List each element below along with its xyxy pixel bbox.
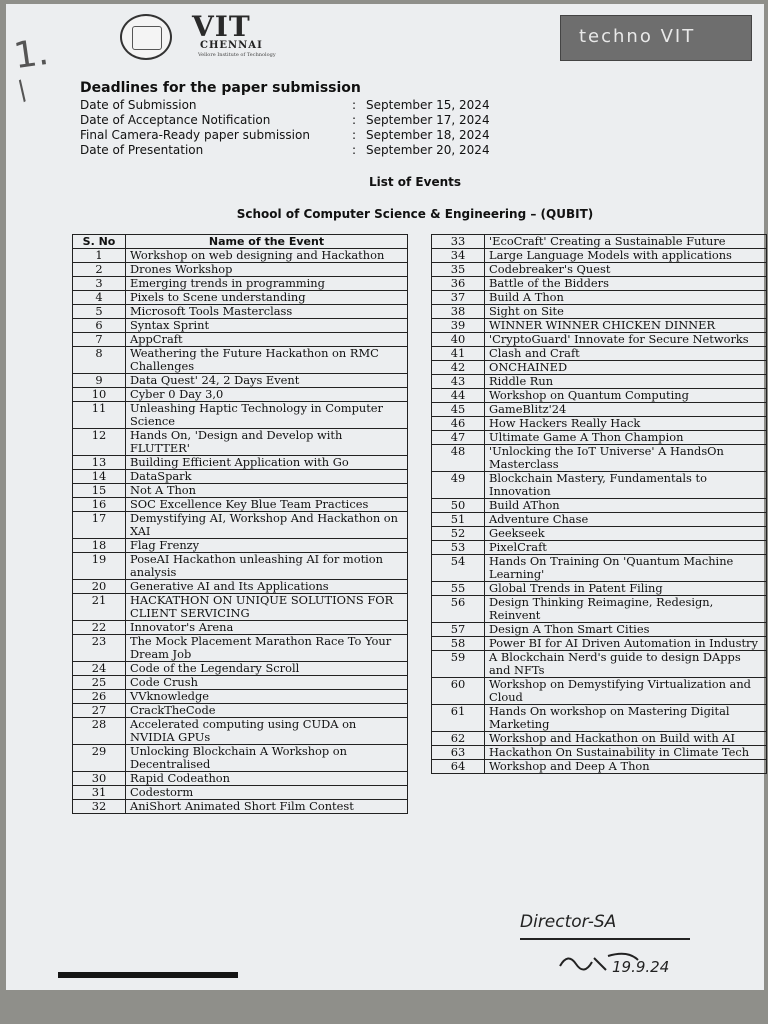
deadlines-title: Deadlines for the paper submission: [80, 80, 361, 96]
table-row: [73, 718, 408, 745]
event-number: 60: [432, 678, 485, 705]
table-row: [432, 705, 767, 732]
event-name: Workshop and Deep A Thon: [485, 760, 767, 774]
events-table-right: [431, 234, 767, 774]
event-name: PixelCraft: [485, 541, 767, 555]
event-name: Workshop and Hackathon on Build with AI: [485, 732, 767, 746]
event-name: Build AThon: [485, 499, 767, 513]
table-row: [73, 786, 408, 800]
table-row: [432, 403, 767, 417]
event-name: Innovator's Arena: [126, 621, 408, 635]
event-number: 54: [432, 555, 485, 582]
table-header-row: [73, 235, 408, 249]
table-row: [73, 553, 408, 580]
table-row: [432, 263, 767, 277]
event-number: 38: [432, 305, 485, 319]
table-row: [432, 541, 767, 555]
event-name: Drones Workshop: [126, 263, 408, 277]
event-name: Codestorm: [126, 786, 408, 800]
handwritten-tick: /: [11, 75, 34, 107]
event-name: Unlocking Blockchain A Workshop on Decentralised: [126, 745, 408, 772]
event-name: Hackathon On Sustainability in Climate Tech: [485, 746, 767, 760]
event-number: 13: [73, 456, 126, 470]
table-row: [73, 347, 408, 374]
event-number: 35: [432, 263, 485, 277]
signature-underline: [520, 938, 690, 940]
table-row: [432, 319, 767, 333]
table-row: [73, 429, 408, 456]
event-name: VVknowledge: [126, 690, 408, 704]
table-row: [432, 277, 767, 291]
table-row: [432, 582, 767, 596]
event-number: 12: [73, 429, 126, 456]
table-row: [432, 513, 767, 527]
event-number: 57: [432, 623, 485, 637]
event-name: Unleashing Haptic Technology in Computer Science: [126, 402, 408, 429]
page-edge-shadow: [58, 972, 238, 978]
table-row: [73, 704, 408, 718]
table-row: [73, 772, 408, 786]
event-number: 20: [73, 580, 126, 594]
event-number: 17: [73, 512, 126, 539]
event-name: Blockchain Mastery, Fundamentals to Innovation: [485, 472, 767, 499]
event-name: Rapid Codeathon: [126, 772, 408, 786]
event-name: Microsoft Tools Masterclass: [126, 305, 408, 319]
table-row: [432, 333, 767, 347]
table-row: [432, 596, 767, 623]
logo-city: CHENNAI: [200, 40, 263, 51]
event-number: 9: [73, 374, 126, 388]
event-name: Hands On workshop on Mastering Digital Marketing: [485, 705, 767, 732]
table-row: [432, 746, 767, 760]
table-row: [73, 291, 408, 305]
table-row: [73, 539, 408, 553]
event-number: 47: [432, 431, 485, 445]
event-name-header: Name of the Event: [126, 235, 408, 249]
table-row: [73, 662, 408, 676]
event-name: Pixels to Scene understanding: [126, 291, 408, 305]
table-row: [73, 512, 408, 539]
table-row: [73, 635, 408, 662]
event-number: 37: [432, 291, 485, 305]
event-name: Data Quest' 24, 2 Days Event: [126, 374, 408, 388]
deadline-row: Date of Submission : September 15, 2024: [80, 98, 490, 112]
table-row: [73, 580, 408, 594]
event-name: 'CryptoGuard' Innovate for Secure Networks: [485, 333, 767, 347]
table-row: [432, 678, 767, 705]
event-name: Code of the Legendary Scroll: [126, 662, 408, 676]
event-number: 64: [432, 760, 485, 774]
table-row: [73, 249, 408, 263]
event-number: 24: [73, 662, 126, 676]
table-row: [73, 333, 408, 347]
event-number: 30: [73, 772, 126, 786]
table-row: [73, 388, 408, 402]
event-number: 28: [73, 718, 126, 745]
event-number: 58: [432, 637, 485, 651]
table-row: [73, 470, 408, 484]
event-name: Building Efficient Application with Go: [126, 456, 408, 470]
table-row: [432, 472, 767, 499]
event-name: Flag Frenzy: [126, 539, 408, 553]
event-number: 39: [432, 319, 485, 333]
table-row: [432, 651, 767, 678]
event-name: Large Language Models with applications: [485, 249, 767, 263]
event-name: Battle of the Bidders: [485, 277, 767, 291]
table-row: [73, 374, 408, 388]
event-name: Workshop on Quantum Computing: [485, 389, 767, 403]
event-name: CrackTheCode: [126, 704, 408, 718]
table-row: [432, 637, 767, 651]
event-name: Clash and Craft: [485, 347, 767, 361]
table-row: [73, 402, 408, 429]
event-name: A Blockchain Nerd's guide to design DApps and NFTs: [485, 651, 767, 678]
event-name: Not A Thon: [126, 484, 408, 498]
table-row: [73, 676, 408, 690]
event-number: 21: [73, 594, 126, 621]
event-name: DataSpark: [126, 470, 408, 484]
event-number: 51: [432, 513, 485, 527]
events-right-body: [432, 235, 767, 774]
event-name: Hands On, 'Design and Develop with FLUTTER': [126, 429, 408, 456]
event-number: 32: [73, 800, 126, 814]
event-name: Sight on Site: [485, 305, 767, 319]
event-number: 27: [73, 704, 126, 718]
event-name: Design A Thon Smart Cities: [485, 623, 767, 637]
table-row: [432, 347, 767, 361]
event-number: 8: [73, 347, 126, 374]
table-row: [432, 431, 767, 445]
table-row: [73, 621, 408, 635]
table-row: [73, 800, 408, 814]
event-name: AppCraft: [126, 333, 408, 347]
event-number: 23: [73, 635, 126, 662]
event-number: 62: [432, 732, 485, 746]
event-number: 36: [432, 277, 485, 291]
event-number: 56: [432, 596, 485, 623]
event-number: 55: [432, 582, 485, 596]
event-name: Generative AI and Its Applications: [126, 580, 408, 594]
logo-subtitle: Vellore Institute of Technology: [198, 52, 276, 58]
event-number: 40: [432, 333, 485, 347]
table-row: [73, 745, 408, 772]
table-row: [73, 319, 408, 333]
event-number: 22: [73, 621, 126, 635]
table-row: [432, 249, 767, 263]
deadlines-list: [80, 98, 490, 158]
event-number: 15: [73, 484, 126, 498]
event-number: 4: [73, 291, 126, 305]
event-number: 43: [432, 375, 485, 389]
signature-date: 19.9.24: [612, 958, 670, 976]
event-name: Hands On Training On 'Quantum Machine Learning': [485, 555, 767, 582]
event-number: 31: [73, 786, 126, 800]
table-row: [73, 690, 408, 704]
event-name: Geekseek: [485, 527, 767, 541]
handwritten-mark: 1.: [11, 31, 52, 78]
event-name: Global Trends in Patent Filing: [485, 582, 767, 596]
table-row: [432, 389, 767, 403]
deadline-row: Date of Acceptance Notification : September 17, 2024: [80, 113, 490, 127]
event-number: 42: [432, 361, 485, 375]
table-row: [432, 732, 767, 746]
event-number: 2: [73, 263, 126, 277]
event-number: 18: [73, 539, 126, 553]
event-number: 19: [73, 553, 126, 580]
table-row: [432, 417, 767, 431]
table-row: [73, 594, 408, 621]
event-number: 33: [432, 235, 485, 249]
event-name: HACKATHON ON UNIQUE SOLUTIONS FOR CLIENT SERVICING: [126, 594, 408, 621]
table-row: [432, 555, 767, 582]
event-name: PoseAI Hackathon unleashing AI for motion analysis: [126, 553, 408, 580]
table-row: [432, 445, 767, 472]
event-name: Codebreaker's Quest: [485, 263, 767, 277]
event-name: SOC Excellence Key Blue Team Practices: [126, 498, 408, 512]
event-number: 5: [73, 305, 126, 319]
event-name: GameBlitz'24: [485, 403, 767, 417]
table-row: [432, 527, 767, 541]
table-row: [432, 361, 767, 375]
event-name: Accelerated computing using CUDA on NVIDIA GPUs: [126, 718, 408, 745]
event-name: Cyber 0 Day 3,0: [126, 388, 408, 402]
event-name: Syntax Sprint: [126, 319, 408, 333]
event-name: Adventure Chase: [485, 513, 767, 527]
event-number: 59: [432, 651, 485, 678]
event-name: Emerging trends in programming: [126, 277, 408, 291]
event-name: ONCHAINED: [485, 361, 767, 375]
event-number: 7: [73, 333, 126, 347]
event-number: 10: [73, 388, 126, 402]
table-row: [432, 235, 767, 249]
vit-seal-icon: [120, 14, 172, 60]
events-table-left: [72, 234, 408, 814]
event-name: Ultimate Game A Thon Champion: [485, 431, 767, 445]
table-row: [73, 484, 408, 498]
table-row: [432, 375, 767, 389]
event-number: 45: [432, 403, 485, 417]
event-name: Design Thinking Reimagine, Redesign, Reinvent: [485, 596, 767, 623]
event-name: Demystifying AI, Workshop And Hackathon on XAI: [126, 512, 408, 539]
event-name: Power BI for AI Driven Automation in Industry: [485, 637, 767, 651]
event-number: 25: [73, 676, 126, 690]
table-row: [432, 305, 767, 319]
logo-text: VIT: [192, 10, 251, 43]
event-number: 16: [73, 498, 126, 512]
signature-designation: Director-SA: [520, 912, 617, 932]
event-name: AniShort Animated Short Film Contest: [126, 800, 408, 814]
vit-logo: [120, 10, 280, 60]
list-title: List of Events: [368, 175, 462, 189]
event-number: 29: [73, 745, 126, 772]
table-row: [73, 263, 408, 277]
table-row: [432, 623, 767, 637]
event-name: Riddle Run: [485, 375, 767, 389]
deadline-row: Final Camera-Ready paper submission : September 18, 2024: [80, 128, 490, 142]
table-row: [432, 291, 767, 305]
banner-text: techno VIT: [579, 26, 696, 47]
event-number: 14: [73, 470, 126, 484]
table-row: [73, 456, 408, 470]
event-name: 'Unlocking the IoT Universe' A HandsOn Masterclass: [485, 445, 767, 472]
event-number: 46: [432, 417, 485, 431]
event-name: Workshop on web designing and Hackathon: [126, 249, 408, 263]
event-number: 49: [432, 472, 485, 499]
school-title: School of Computer Science & Engineering – (QUBIT): [236, 207, 594, 221]
table-row: [73, 277, 408, 291]
event-name: WINNER WINNER CHICKEN DINNER: [485, 319, 767, 333]
event-number: 3: [73, 277, 126, 291]
event-name: The Mock Placement Marathon Race To Your Dream Job: [126, 635, 408, 662]
table-row: [432, 499, 767, 513]
events-left-body: [73, 249, 408, 814]
event-number: 34: [432, 249, 485, 263]
deadline-row: Date of Presentation : September 20, 2024: [80, 143, 490, 157]
event-number: 52: [432, 527, 485, 541]
table-row: [432, 760, 767, 774]
event-number: 63: [432, 746, 485, 760]
technovit-banner: [560, 15, 752, 61]
event-number: 53: [432, 541, 485, 555]
event-number: 48: [432, 445, 485, 472]
event-number: 41: [432, 347, 485, 361]
event-name: Code Crush: [126, 676, 408, 690]
event-number: 11: [73, 402, 126, 429]
event-number: 1: [73, 249, 126, 263]
event-name: Build A Thon: [485, 291, 767, 305]
event-number: 6: [73, 319, 126, 333]
event-name: 'EcoCraft' Creating a Sustainable Future: [485, 235, 767, 249]
table-row: [73, 498, 408, 512]
table-row: [73, 305, 408, 319]
event-number: 44: [432, 389, 485, 403]
event-name: Workshop on Demystifying Virtualization and Cloud: [485, 678, 767, 705]
event-number: 26: [73, 690, 126, 704]
sno-header: S. No: [73, 235, 126, 249]
event-number: 61: [432, 705, 485, 732]
event-name: How Hackers Really Hack: [485, 417, 767, 431]
event-name: Weathering the Future Hackathon on RMC Challenges: [126, 347, 408, 374]
event-number: 50: [432, 499, 485, 513]
